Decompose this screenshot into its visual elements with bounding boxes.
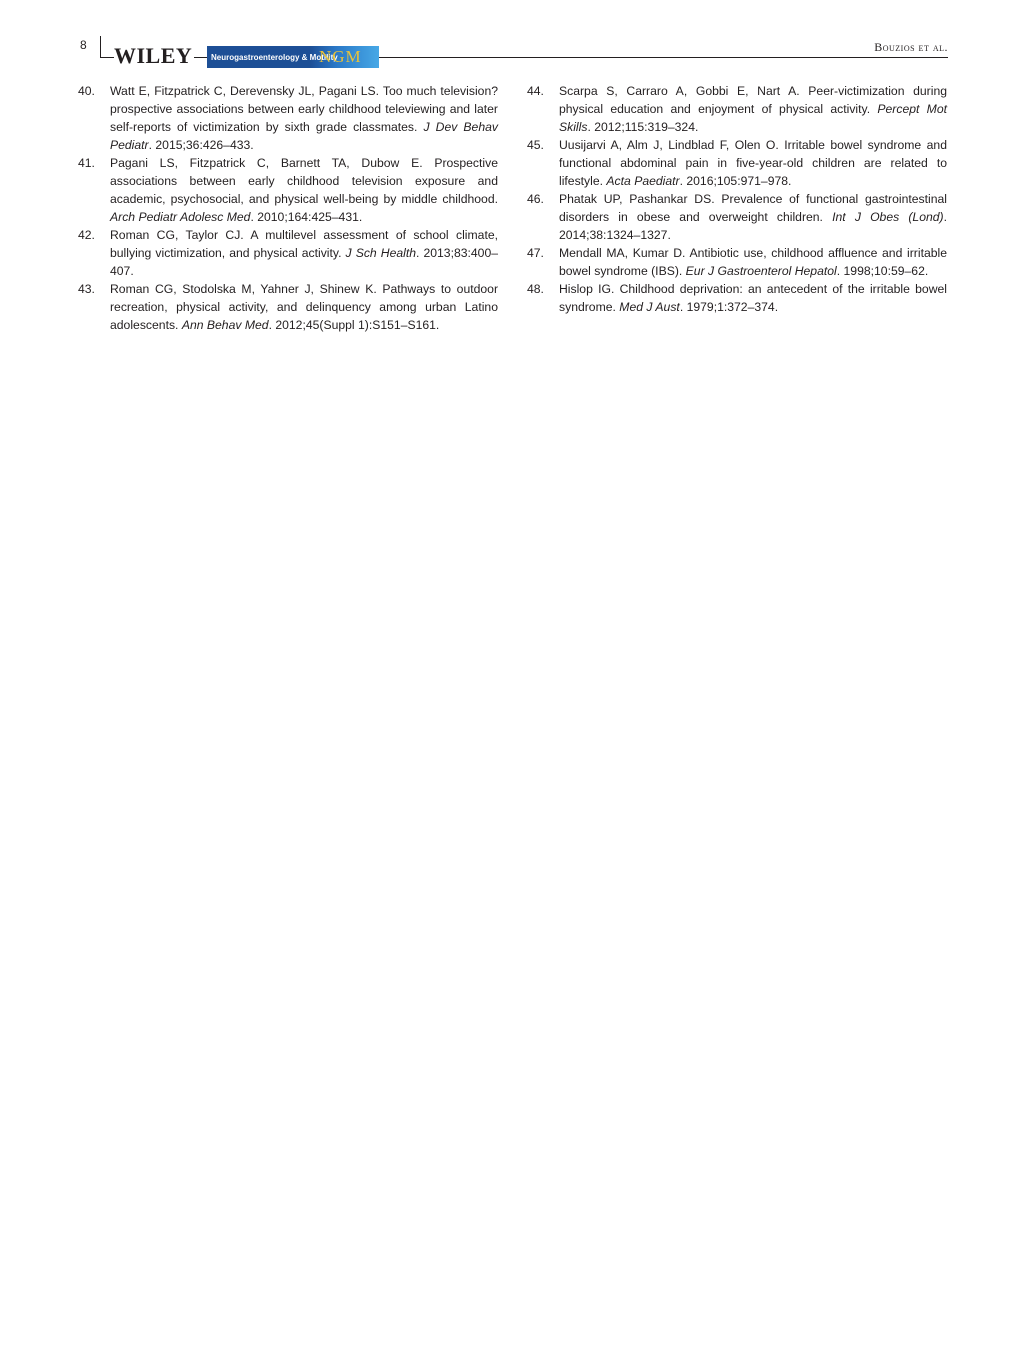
reference-journal: Arch Pediatr Adolesc Med: [110, 210, 251, 224]
reference-number: 48.: [527, 282, 544, 296]
reference-number: 42.: [78, 228, 95, 242]
reference-item: [78, 154, 498, 226]
reference-item: [527, 136, 947, 190]
reference-citation: . 2012;115:319–324.: [587, 120, 699, 134]
reference-journal: Eur J Gastroenterol Hepatol: [685, 264, 837, 278]
reference-citation: . 2015;36:426–433.: [148, 138, 254, 152]
reference-text: [559, 190, 947, 244]
wiley-logo: WILEY: [114, 43, 193, 68]
running-head: Bouzios et al.: [874, 40, 948, 54]
reference-number: 41.: [78, 156, 95, 170]
reference-journal: Percept Mot Skills: [559, 102, 947, 134]
reference-text: [110, 280, 498, 334]
page-number-divider: [100, 36, 101, 58]
reference-text: [559, 136, 947, 190]
reference-text: [110, 154, 498, 226]
references-left-column: [78, 82, 498, 334]
reference-authors-title: Roman CG, Stodolska M, Yahner J, Shinew K. Pathways to outdoor recreation, physical activity, and delinquency among urban Latino adolescents.: [110, 282, 498, 332]
reference-authors-title: Hislop IG. Childhood deprivation: an antecedent of the irritable bowel syndrome.: [559, 282, 947, 314]
reference-text: [559, 82, 947, 136]
reference-authors-title: Roman CG, Taylor CJ. A multilevel assessment of school climate, bullying victimization, and physical activity.: [110, 228, 498, 260]
reference-citation: . 2013;83:400–407.: [110, 246, 499, 278]
reference-authors-title: Pagani LS, Fitzpatrick C, Barnett TA, Dubow E. Prospective associations between early childhood television exposure and academic, psychosocial, and physical well-being by middle childhood.: [110, 156, 498, 206]
reference-number: 47.: [527, 246, 544, 260]
reference-text: [110, 82, 498, 154]
reference-citation: . 2010;164:425–431.: [250, 210, 363, 224]
reference-journal: Med J Aust: [619, 300, 680, 314]
reference-authors-title: Mendall MA, Kumar D. Antibiotic use, childhood affluence and irritable bowel syndrome (IBS).: [559, 246, 947, 278]
references-right-column: [527, 82, 947, 316]
reference-citation: . 1998;10:59–62.: [836, 264, 929, 278]
reference-number: 40.: [78, 84, 95, 98]
reference-citation: . 1979;1:372–374.: [679, 300, 779, 314]
reference-journal: J Dev Behav Pediatr: [110, 120, 498, 152]
journal-banner: [207, 46, 379, 68]
reference-authors-title: Scarpa S, Carraro A, Gobbi E, Nart A. Peer-victimization during physical education and enjoyment of physical activity.: [559, 84, 947, 116]
reference-journal: Acta Paediatr: [606, 174, 680, 188]
reference-item: [78, 280, 498, 334]
reference-item: [527, 82, 947, 136]
reference-item: [78, 226, 498, 280]
reference-item: [527, 190, 947, 244]
journal-name: Neurogastroenterology & Motility: [211, 52, 338, 62]
reference-authors-title: Watt E, Fitzpatrick C, Derevensky JL, Pagani LS. Too much television? prospective associations between early childhood televiewing and later self-reports of victimization by sixth grade classmates.: [110, 84, 498, 134]
reference-number: 43.: [78, 282, 95, 296]
reference-number: 45.: [527, 138, 544, 152]
reference-citation: . 2012;45(Suppl 1):S151–S161.: [268, 318, 440, 332]
reference-authors-title: Uusijarvi A, Alm J, Lindblad F, Olen O. Irritable bowel syndrome and functional abdominal pain in five-year-old children are related to lifestyle.: [559, 138, 947, 188]
reference-item: [527, 244, 947, 280]
reference-journal: J Sch Health: [345, 246, 416, 260]
reference-citation: . 2014;38:1324–1327.: [559, 210, 947, 242]
reference-text: [559, 244, 947, 280]
journal-abbreviation: NGM: [319, 47, 362, 66]
reference-text: [559, 280, 947, 316]
reference-item: [78, 82, 498, 154]
reference-authors-title: Phatak UP, Pashankar DS. Prevalence of functional gastrointestinal disorders in obese and overweight children.: [559, 192, 947, 224]
page-number: 8: [80, 38, 87, 52]
reference-number: 44.: [527, 84, 544, 98]
reference-journal: Int J Obes (Lond): [832, 210, 944, 224]
reference-item: [527, 280, 947, 316]
reference-number: 46.: [527, 192, 544, 206]
reference-text: [110, 226, 498, 280]
reference-citation: . 2016;105:971–978.: [679, 174, 792, 188]
reference-journal: Ann Behav Med: [181, 318, 269, 332]
